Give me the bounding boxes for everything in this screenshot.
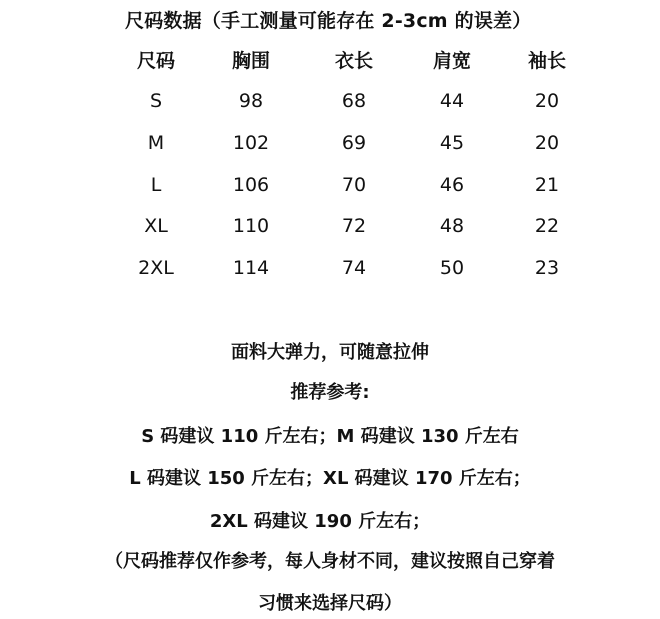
disclaimer-line-2: 习惯来选择尺码） xyxy=(258,593,402,614)
fabric-note: 面料大弹力，可随意拉伸 xyxy=(231,342,429,363)
size-chart-title: 尺码数据（手工测量可能存在 2-3cm 的误差） xyxy=(125,10,532,32)
cell-shoulder: 48 xyxy=(439,215,465,237)
cell-chest: 110 xyxy=(232,215,270,237)
cell-shoulder: 44 xyxy=(439,90,465,112)
cell-chest: 106 xyxy=(232,174,270,196)
recommend-title: 推荐参考: xyxy=(290,382,370,403)
disclaimer-line-1: （尺码推荐仅作参考，每人身材不同，建议按照自己穿着 xyxy=(105,551,555,572)
cell-shoulder: 46 xyxy=(439,174,465,196)
recommend-line-l-xl: L 码建议 150 斤左右；XL 码建议 170 斤左右； xyxy=(129,468,531,489)
cell-length: 70 xyxy=(341,174,367,196)
table-row xyxy=(0,209,660,243)
cell-size: L xyxy=(150,174,162,196)
cell-shoulder: 45 xyxy=(439,132,465,154)
header-sleeve: 袖长 xyxy=(527,50,567,72)
table-row xyxy=(0,168,660,202)
cell-sleeve: 21 xyxy=(534,174,560,196)
cell-chest: 114 xyxy=(232,257,270,279)
cell-length: 68 xyxy=(341,90,367,112)
cell-shoulder: 50 xyxy=(439,257,465,279)
recommend-line-2xl: 2XL 码建议 190 斤左右； xyxy=(209,511,431,532)
cell-sleeve: 20 xyxy=(534,90,560,112)
cell-length: 74 xyxy=(341,257,367,279)
cell-sleeve: 23 xyxy=(534,257,560,279)
cell-size: XL xyxy=(144,215,168,237)
recommend-line-s-m: S 码建议 110 斤左右；M 码建议 130 斤左右 xyxy=(141,426,519,447)
cell-chest: 98 xyxy=(238,90,264,112)
table-row xyxy=(0,84,660,118)
table-row xyxy=(0,126,660,160)
cell-size: S xyxy=(149,90,163,112)
header-size: 尺码 xyxy=(136,50,176,72)
table-header-row xyxy=(0,44,660,78)
cell-chest: 102 xyxy=(232,132,270,154)
header-shoulder: 肩宽 xyxy=(432,50,472,72)
cell-size: 2XL xyxy=(138,257,174,279)
header-chest: 胸围 xyxy=(231,50,271,72)
table-row xyxy=(0,251,660,285)
cell-length: 69 xyxy=(341,132,367,154)
header-length: 衣长 xyxy=(334,50,374,72)
cell-length: 72 xyxy=(341,215,367,237)
cell-size: M xyxy=(147,132,165,154)
cell-sleeve: 20 xyxy=(534,132,560,154)
cell-sleeve: 22 xyxy=(534,215,560,237)
